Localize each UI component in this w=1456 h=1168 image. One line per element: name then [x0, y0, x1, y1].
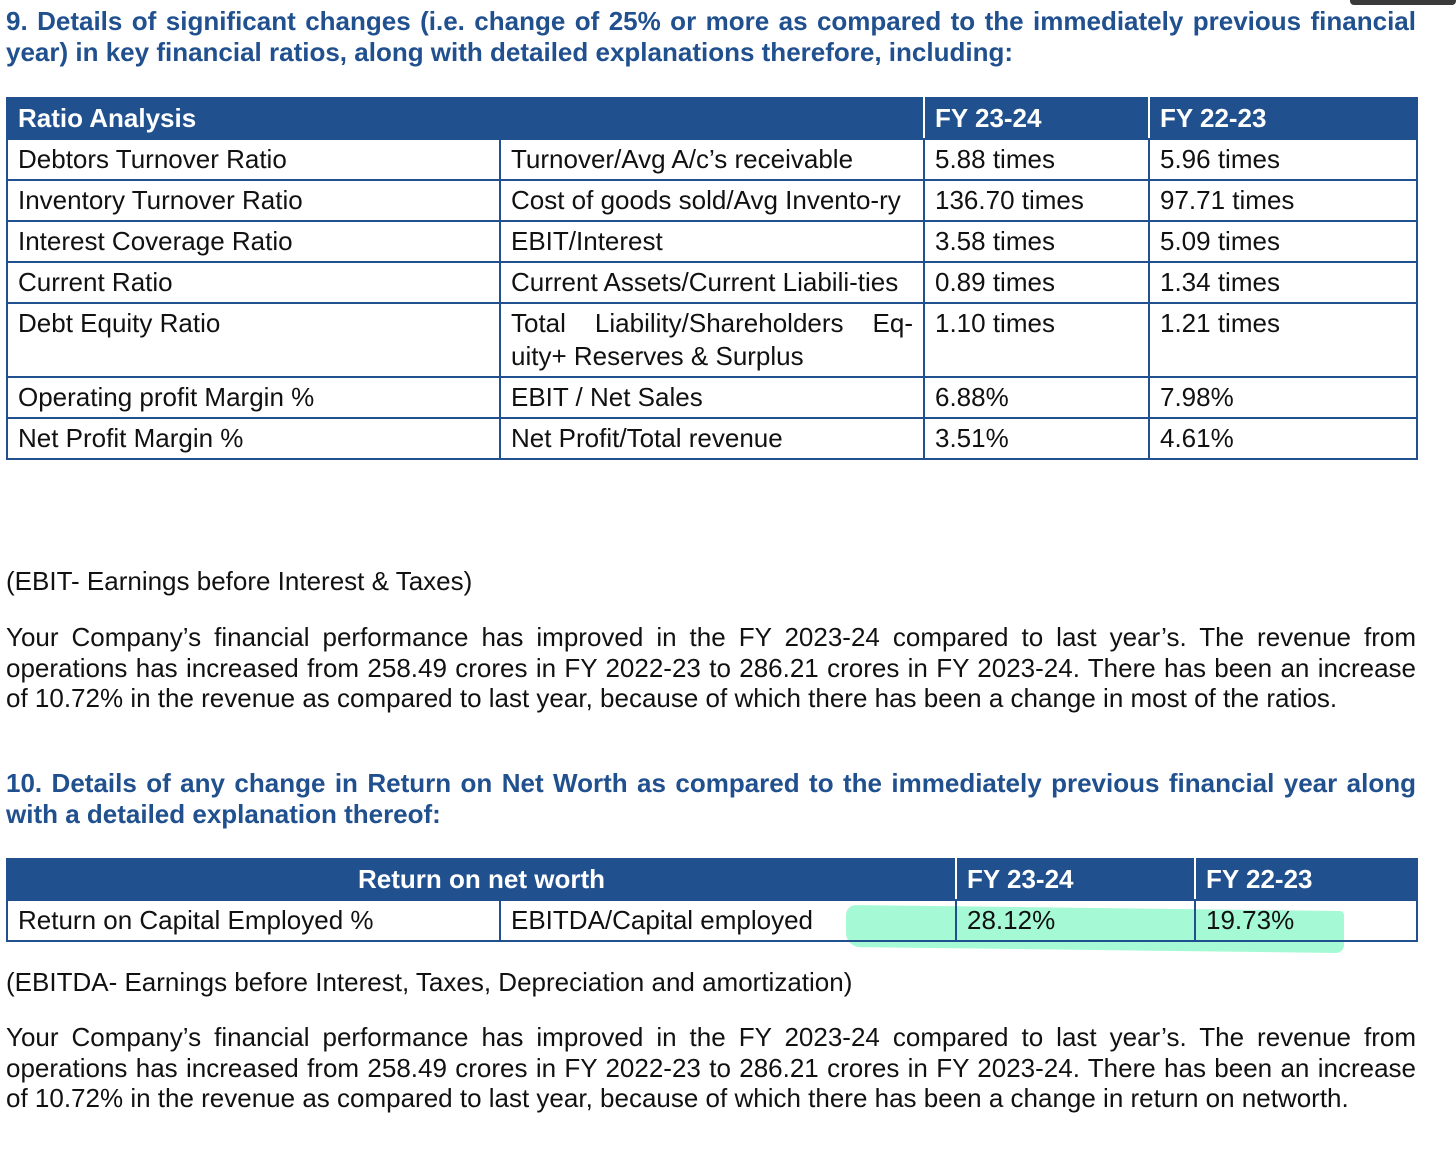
ratio-name: Interest Coverage Ratio [7, 221, 500, 262]
ratio-fy-23-24: 6.88% [924, 377, 1149, 418]
header-fy-23-24: FY 23-24 [956, 859, 1195, 900]
table-row [7, 377, 1417, 418]
table-header-row [7, 859, 1417, 900]
ratio-fy-23-24: 136.70 times [924, 180, 1149, 221]
ratio-fy-23-24: 0.89 times [924, 262, 1149, 303]
header-return-on-net-worth: Return on net worth [7, 859, 956, 900]
window-scroll-indicator [1350, 0, 1456, 5]
ratio-analysis-table [6, 97, 1418, 460]
header-fy-22-23: FY 22-23 [1195, 859, 1417, 900]
section-10-heading: 10. Details of any change in Return on Net Worth as compared to the immediately previous financial year along with a detailed explanation thereof: [6, 768, 1416, 829]
ratio-formula: Current Assets/Current Liabili-ties [500, 262, 924, 303]
table-row [7, 418, 1417, 459]
ratio-fy-23-24: 3.58 times [924, 221, 1149, 262]
ratio-fy-22-23: 1.21 times [1149, 303, 1417, 377]
ratio-name: Debtors Turnover Ratio [7, 139, 500, 180]
table-row [7, 262, 1417, 303]
section-10-paragraph: Your Company’s financial performance has improved in the FY 2023-24 compared to last year’s. The revenue from operations has increased from 258.49 crores in FY 2022-23 to 286.21 crores in FY 2023-24. There has been an increase of 10.72% in the revenue as compared to last year, because of which there has been a change in return on networth. [6, 1022, 1416, 1113]
ratio-fy-22-23: 1.34 times [1149, 262, 1417, 303]
table-header-row [7, 98, 1417, 139]
ratio-formula: EBIT/Interest [500, 221, 924, 262]
ratio-name: Inventory Turnover Ratio [7, 180, 500, 221]
ratio-fy-22-23: 5.96 times [1149, 139, 1417, 180]
ratio-formula: Total Liability/Shareholders Eq-uity+ Reserves & Surplus [500, 303, 924, 377]
table-row [7, 139, 1417, 180]
ratio-fy-22-23: 97.71 times [1149, 180, 1417, 221]
ratio-name: Debt Equity Ratio [7, 303, 500, 377]
section-9-heading: 9. Details of significant changes (i.e. change of 25% or more as compared to the immediately previous financial year) in key financial ratios, along with detailed explanations therefore, including: [6, 6, 1416, 67]
ratio-name: Operating profit Margin % [7, 377, 500, 418]
ratio-fy-23-24: 3.51% [924, 418, 1149, 459]
ratio-formula: Net Profit/Total revenue [500, 418, 924, 459]
header-ratio-analysis: Ratio Analysis [7, 98, 924, 139]
ratio-formula: EBIT / Net Sales [500, 377, 924, 418]
ratio-fy-23-24: 28.12% [956, 900, 1195, 941]
table-row [7, 221, 1417, 262]
ratio-formula: Cost of goods sold/Avg Invento-ry [500, 180, 924, 221]
ratio-fy-23-24: 5.88 times [924, 139, 1149, 180]
header-fy-23-24: FY 23-24 [924, 98, 1149, 139]
ratio-name: Return on Capital Employed % [7, 900, 500, 941]
ratio-name: Net Profit Margin % [7, 418, 500, 459]
ratio-fy-23-24: 1.10 times [924, 303, 1149, 377]
ebitda-note: (EBITDA- Earnings before Interest, Taxes, Depreciation and amortization) [6, 967, 853, 997]
section-9-paragraph: Your Company’s financial performance has improved in the FY 2023-24 compared to last year’s. The revenue from operations has increased from 258.49 crores in FY 2022-23 to 286.21 crores in FY 2023-24. There has been an increase of 10.72% in the revenue as compared to last year, because of which there has been a change in most of the ratios. [6, 622, 1416, 713]
ratio-fy-22-23: 4.61% [1149, 418, 1417, 459]
ratio-name: Current Ratio [7, 262, 500, 303]
ebit-note: (EBIT- Earnings before Interest & Taxes) [6, 566, 473, 596]
table-row [7, 303, 1417, 377]
ratio-fy-22-23: 5.09 times [1149, 221, 1417, 262]
ratio-fy-22-23: 7.98% [1149, 377, 1417, 418]
table-row [7, 180, 1417, 221]
ratio-fy-22-23: 19.73% [1195, 900, 1417, 941]
return-on-net-worth-table [6, 858, 1418, 942]
header-fy-22-23: FY 22-23 [1149, 98, 1417, 139]
table-row [7, 900, 1417, 941]
ratio-formula: Turnover/Avg A/c’s receivable [500, 139, 924, 180]
ratio-formula: EBITDA/Capital employed [500, 900, 956, 941]
